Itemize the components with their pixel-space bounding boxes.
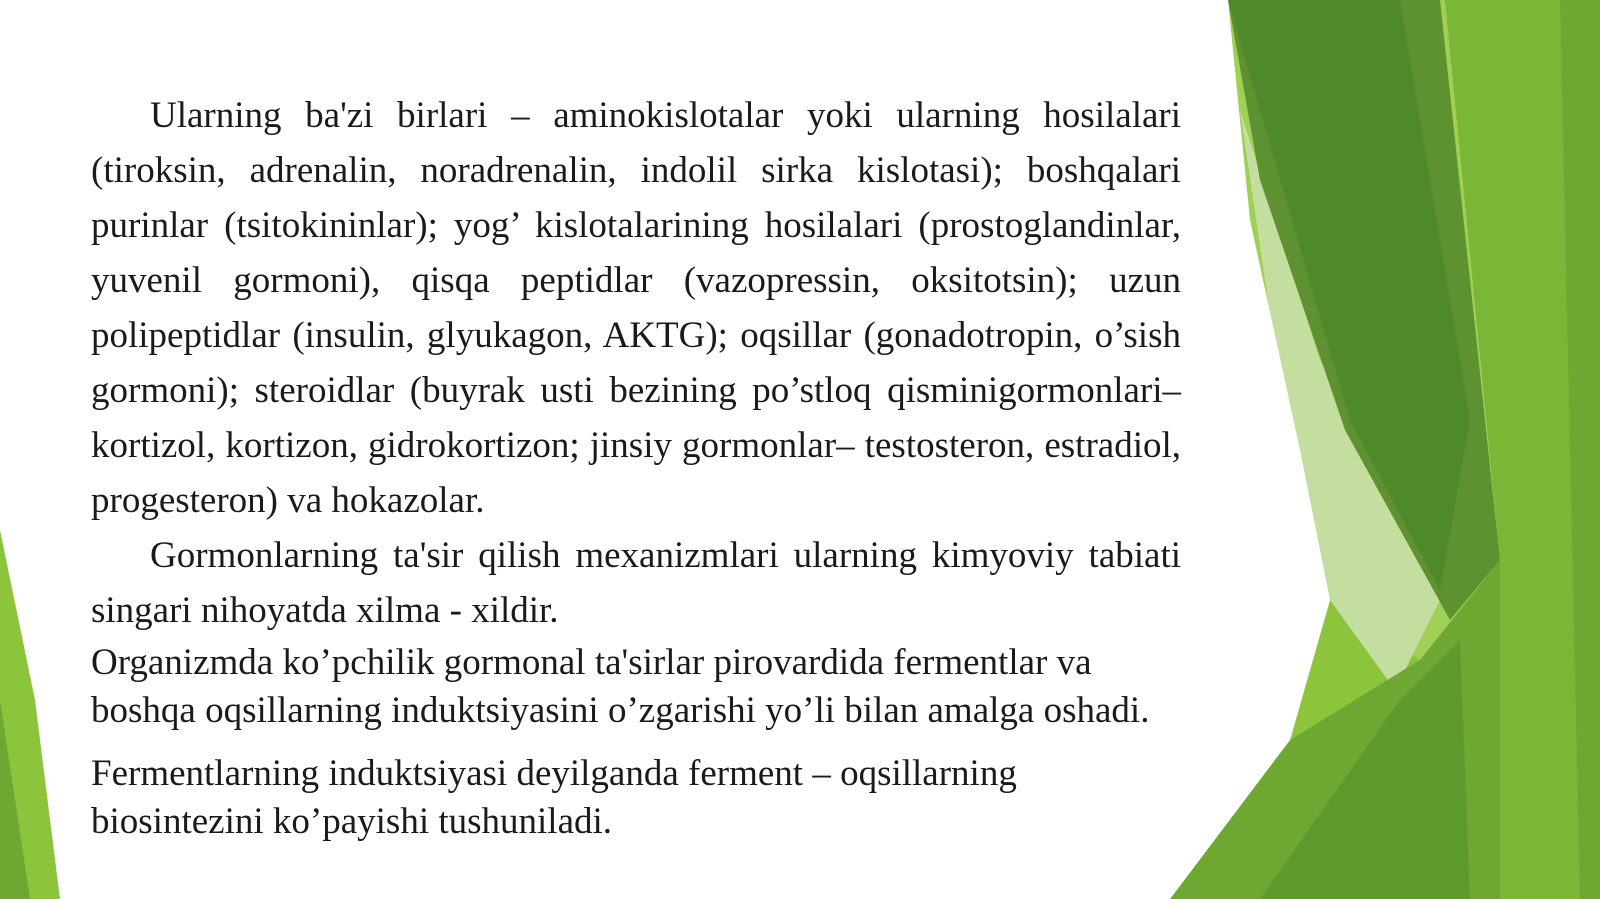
paragraph-enzyme-induction: Fermentlarning induktsiyasi deyilganda ferment – oqsillarning biosintezini ko’payishi tushuniladi.: [91, 753, 1017, 842]
paragraph-mechanisms: Gormonlarning ta'sir qilish mexanizmlari ularning kimyoviy tabiati singari nihoyatda xilma - xildir.: [91, 535, 1181, 631]
paragraph-enzyme-effects: Organizmda ko’pchilik gormonal ta'sirlar pirovardida fermentlar va boshqa oqsillarning induktsiyasini o’zgarishi yo’li bilan amalga oshadi.: [91, 642, 1150, 731]
slide-text-area: [91, 88, 1181, 846]
paragraph-hormone-types: Ularning ba'zi birlari – aminokislotalar yoki ularning hosilalari (tiroksin, adrenalin, noradrenalin, indolil sirka kislotasi); boshqalari purinlar (tsitokininlar); yog’ kislotalarining hosilalari (prostoglandinlar, yuvenil gormoni), qisqa peptidlar (vazopressin, oksitotsin); uzun polipeptidlar (insulin, glyukagon, AKTG); oqsillar (gonadotropin, o’sish gormoni); steroidlar (buyrak usti bezining po’stloq qisminigormonlari–kortizol, kortizon, gidrokortizon; jinsiy gormonlar– testosteron, estradiol, progesteron) va hokazolar.: [91, 95, 1181, 521]
